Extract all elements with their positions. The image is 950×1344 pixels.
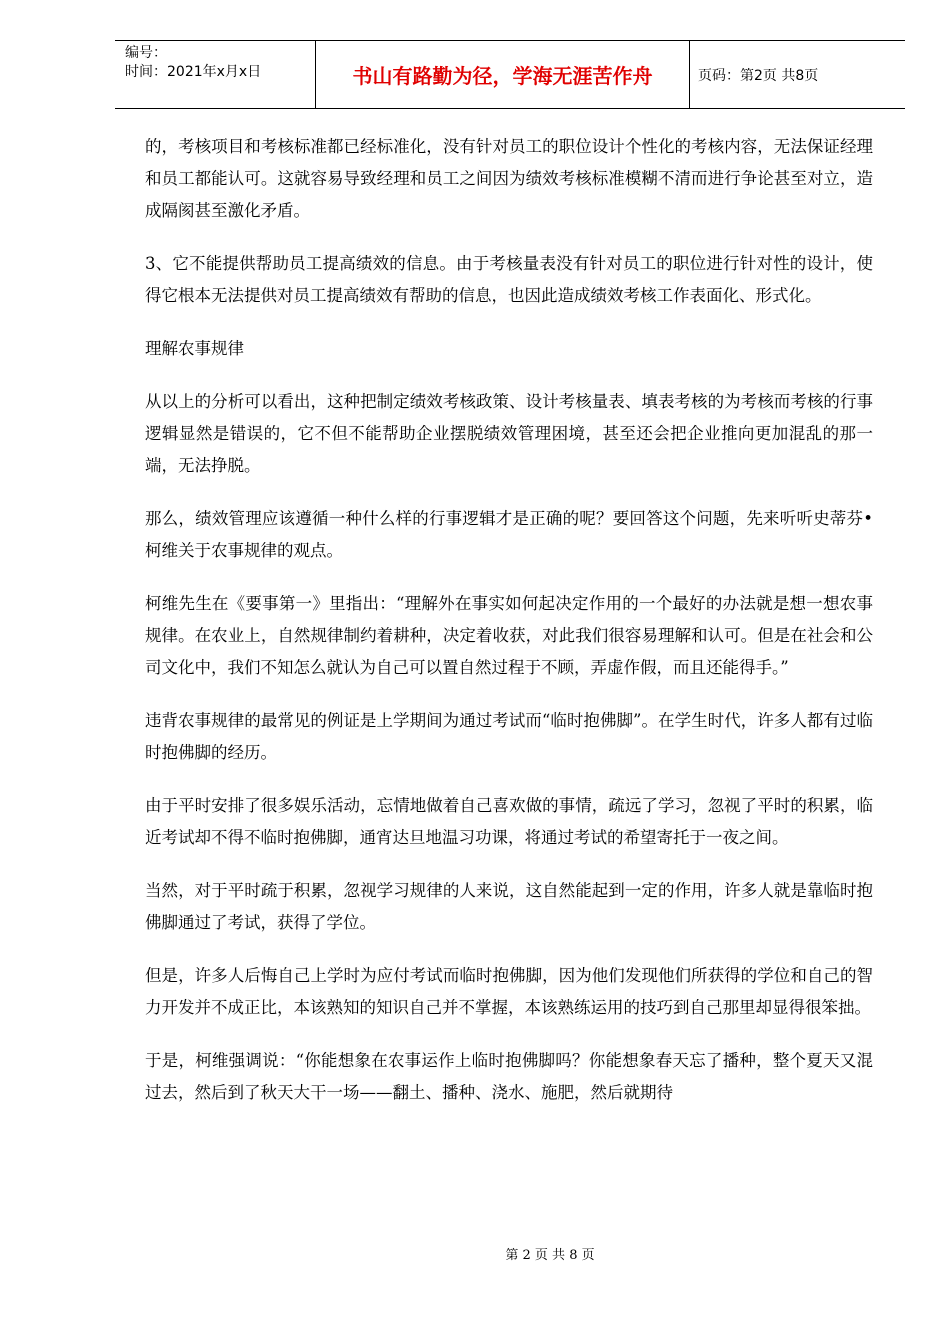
paragraph: 违背农事规律的最常见的例证是上学期间为通过考试而“临时抱佛脚”。在学生时代，许多人都有过临时抱佛脚的经历。 [145,711,873,762]
number-label: 编号： [125,45,167,61]
header-meta [115,41,316,108]
header-page-info: 页码：第2页 共8页 [698,67,819,84]
paragraph: 但是，许多人后悔自己上学时为应付考试而临时抱佛脚，因为他们发现他们所获得的学位和自己的智力开发并不成正比，本该熟知的知识自己并不掌握，本该熟练运用的技巧到自己那里却显得很笨拙。 [145,966,873,1017]
header-slogan: 书山有路勤为径，学海无涯苦作舟 [316,41,690,108]
page-footer: 第 2 页 共 8 页 [505,1248,595,1263]
paragraph: 当然，对于平时疏于积累，忽视学习规律的人来说，这自然能起到一定的作用，许多人就是靠临时抱佛脚通过了考试，获得了学位。 [145,881,873,932]
paragraph: 的，考核项目和考核标准都已经标准化，没有针对员工的职位设计个性化的考核内容，无法保证经理和员工都能认可。这就容易导致经理和员工之间因为绩效考核标准模糊不清而进行争论甚至对立，造成隔阂甚至激化矛盾。 [145,137,873,220]
paragraph: 柯维先生在《要事第一》里指出：“理解外在事实如何起决定作用的一个最好的办法就是想一想农事规律。在农业上，自然规律制约着耕种，决定着收获，对此我们很容易理解和认可。但是在社会和公司文化中，我们不知怎么就认为自己可以置自然过程于不顾，弄虚作假，而且还能得手。” [145,594,873,677]
section-heading: 理解农事规律 [145,339,244,358]
time-label: 时间：2021年x月x日 [125,64,262,80]
page-header [115,40,905,109]
paragraph: 那么，绩效管理应该遵循一种什么样的行事逻辑才是正确的呢？要回答这个问题，先来听听史蒂芬•柯维关于农事规律的观点。 [145,509,873,560]
document-body [145,131,873,1130]
paragraph: 3、它不能提供帮助员工提高绩效的信息。由于考核量表没有针对员工的职位进行针对性的设计，使得它根本无法提供对员工提高绩效有帮助的信息，也因此造成绩效考核工作表面化、形式化。 [145,254,873,305]
paragraph: 于是，柯维强调说：“你能想象在农事运作上临时抱佛脚吗？你能想象春天忘了播种，整个夏天又混过去，然后到了秋天大干一场——翻土、播种、浇水、施肥，然后就期待 [145,1051,873,1102]
paragraph: 由于平时安排了很多娱乐活动，忘情地做着自己喜欢做的事情，疏远了学习，忽视了平时的积累，临近考试却不得不临时抱佛脚，通宵达旦地温习功课，将通过考试的希望寄托于一夜之间。 [145,796,873,847]
paragraph: 从以上的分析可以看出，这种把制定绩效考核政策、设计考核量表、填表考核的为考核而考核的行事逻辑显然是错误的，它不但不能帮助企业摆脱绩效管理困境，甚至还会把企业推向更加混乱的那一端，无法挣脱。 [145,392,873,475]
